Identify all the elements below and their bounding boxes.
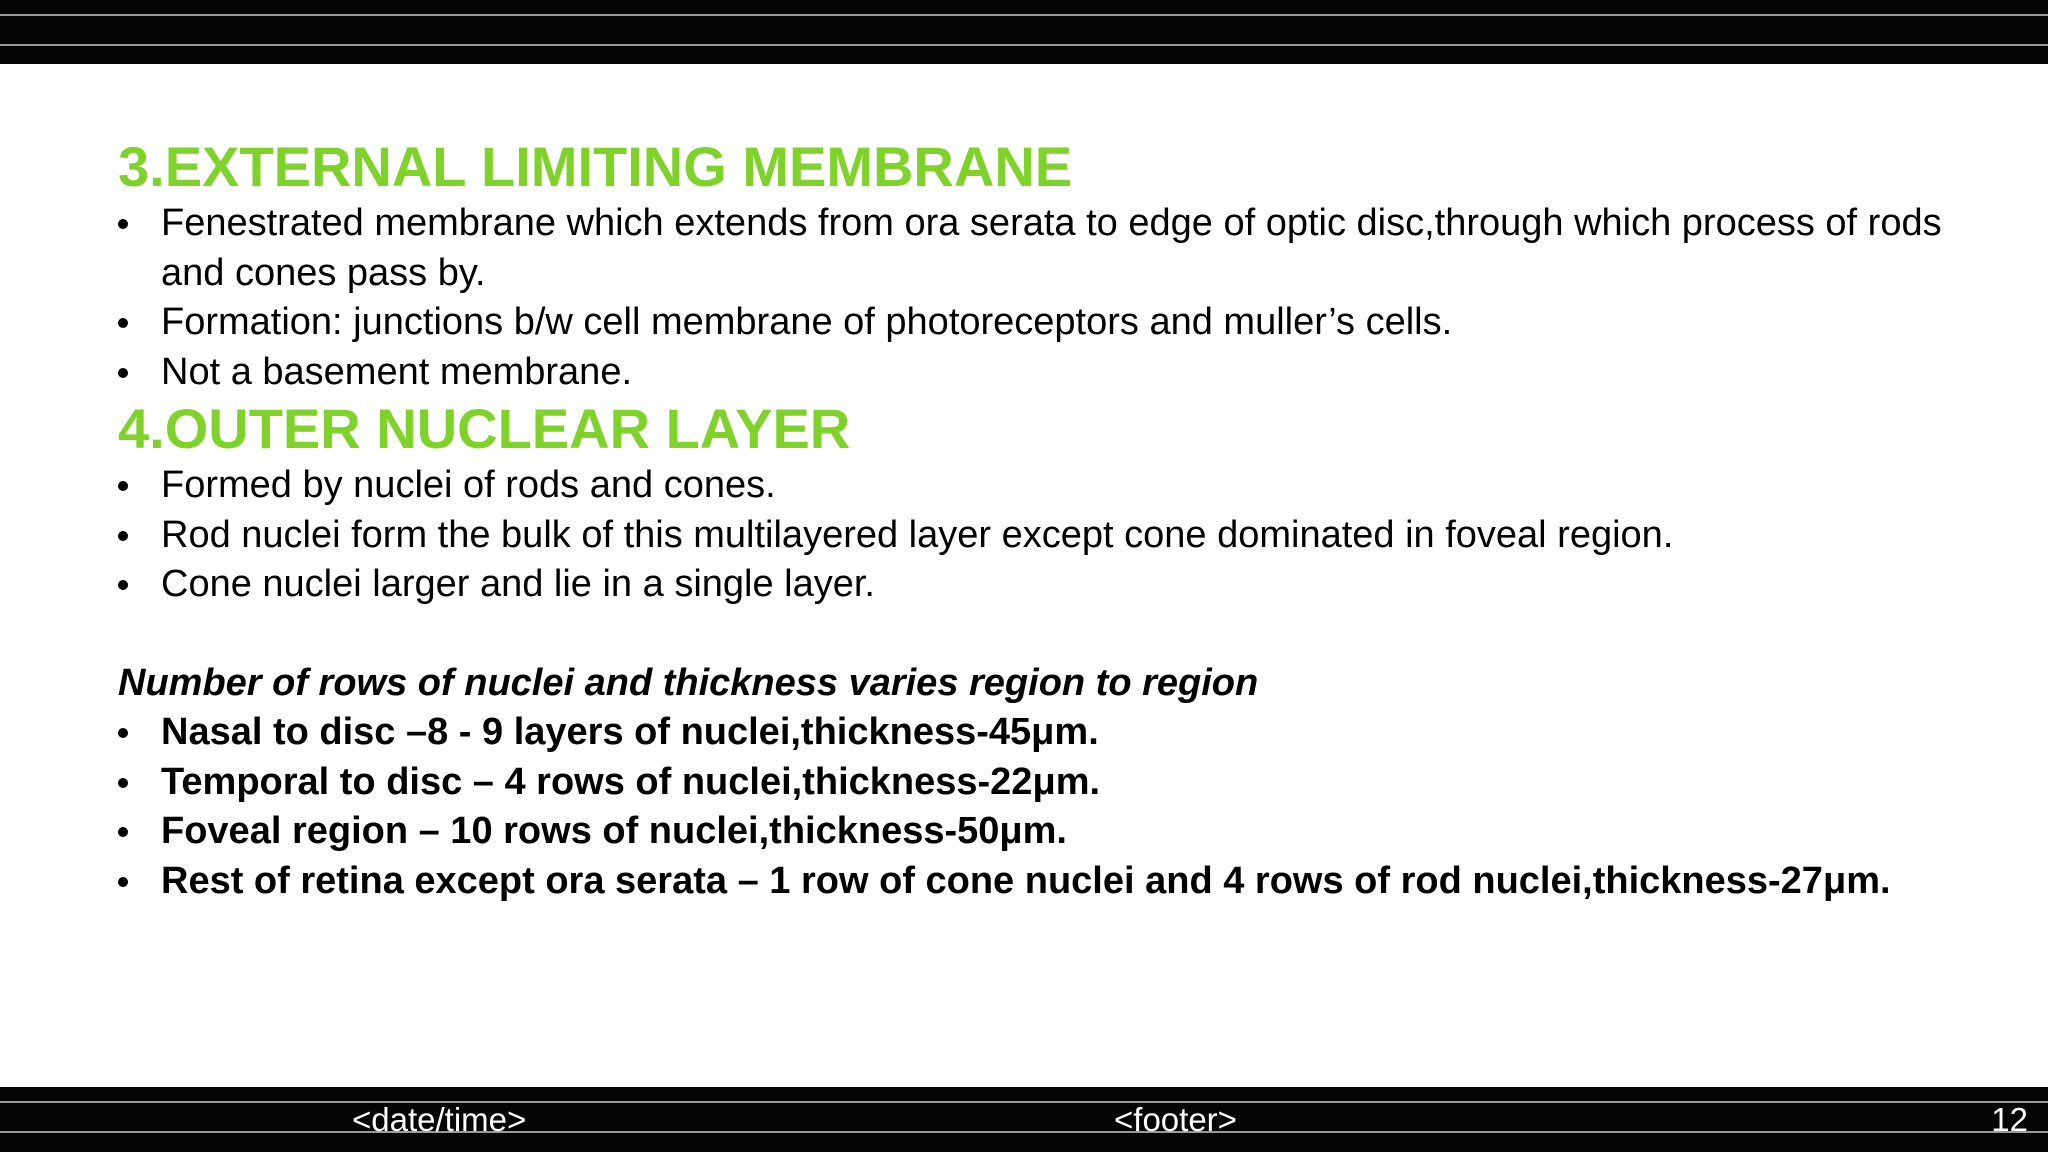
list-item-text: Rest of retina except ora serata – 1 row of cone nuclei and 4 rows of rod nuclei,thickness-27μm.	[161, 859, 1891, 902]
bottom-bar	[0, 1087, 2048, 1152]
footer-center: <footer>	[1114, 1101, 1237, 1138]
bullet-icon	[118, 531, 128, 541]
section-title-outer-nuclear-layer: 4.OUTER NUCLEAR LAYER	[118, 397, 851, 460]
list-item	[118, 758, 1968, 808]
section4-bullet-list	[118, 461, 1968, 610]
list-item	[118, 560, 1968, 610]
top-bar-stripe	[0, 44, 2048, 46]
bottom-bar-stripe	[0, 1101, 2048, 1103]
section-title-external-limiting-membrane: 3.EXTERNAL LIMITING MEMBRANE	[118, 135, 1073, 198]
spacer	[118, 610, 1968, 659]
list-item	[118, 298, 1968, 348]
rows-heading: Number of rows of nuclei and thickness varies region to region	[118, 661, 1259, 704]
list-item	[118, 461, 1968, 511]
footer-date: <date/time>	[352, 1101, 527, 1138]
top-bar	[0, 0, 2048, 64]
bullet-icon	[118, 481, 128, 491]
bullet-icon	[118, 827, 128, 837]
list-item	[118, 511, 1968, 561]
list-item-text: Formation: junctions b/w cell membrane of photoreceptors and muller’s cells.	[161, 301, 1453, 343]
bullet-icon	[118, 580, 128, 590]
list-item	[118, 348, 1968, 398]
bullet-icon	[118, 778, 128, 788]
list-item	[118, 857, 1968, 907]
list-item	[118, 807, 1968, 857]
list-item-text: Cone nuclei larger and lie in a single layer.	[161, 563, 875, 605]
list-item	[118, 708, 1968, 758]
bullet-icon	[118, 877, 128, 887]
bullet-icon	[118, 728, 128, 738]
list-item-text: Rod nuclei form the bulk of this multilayered layer except cone dominated in foveal region.	[161, 513, 1674, 556]
bottom-bar-stripe	[0, 1131, 2048, 1133]
bullet-icon	[118, 219, 128, 229]
list-item-text: Not a basement membrane.	[161, 350, 633, 393]
bullet-icon	[118, 318, 128, 328]
list-item	[118, 199, 1968, 298]
slide-content	[118, 135, 1968, 906]
list-item-text: Nasal to disc –8 - 9 layers of nuclei,thickness-45μm.	[161, 711, 1099, 753]
list-item-text: Fenestrated membrane which extends from ora serata to edge of optic disc,through which process of rods and cones pass by.	[161, 202, 1942, 294]
rows-bullet-list	[118, 708, 1968, 906]
list-item-text: Temporal to disc – 4 rows of nuclei,thickness-22μm.	[161, 760, 1101, 803]
list-item-text: Formed by nuclei of rods and cones.	[161, 464, 776, 506]
top-bar-stripe	[0, 14, 2048, 16]
section3-bullet-list	[118, 199, 1968, 397]
bullet-icon	[118, 368, 128, 378]
list-item-text: Foveal region – 10 rows of nuclei,thickness-50μm.	[161, 810, 1067, 852]
page-number: 12	[1991, 1101, 2028, 1138]
